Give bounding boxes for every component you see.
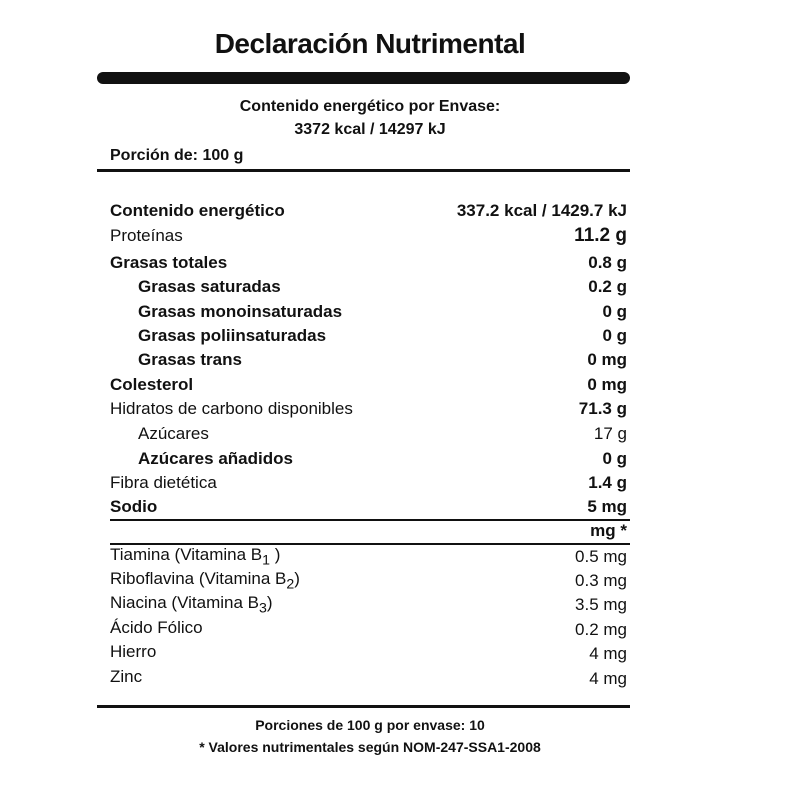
nutrient-value: 0.8 g	[588, 253, 627, 272]
nutrient-row-protein	[110, 224, 627, 248]
vitamin-row-thiamine	[110, 545, 627, 569]
vitamin-row-riboflavin	[110, 569, 627, 593]
nutrient-value: 0 mg	[587, 375, 627, 394]
nutrient-label: Grasas poliinsaturadas	[138, 326, 327, 345]
energy-per-package-label: Contenido energético por Envase:	[239, 98, 501, 115]
nutrient-value: 11.2 g	[574, 225, 627, 246]
nutrient-row-sugars	[110, 422, 627, 446]
nutrient-label: Proteínas	[110, 226, 183, 245]
servings-per-package: Porciones de 100 g por envase: 10	[255, 717, 485, 733]
portion-size: Porción de: 100 g	[110, 147, 244, 164]
vitamin-value: 4 mg	[589, 644, 627, 663]
vitamin-label: Ácido Fólico	[110, 618, 203, 638]
vitamin-label: Zinc	[110, 667, 143, 687]
divider	[97, 705, 630, 708]
nutrient-label: Fibra dietética	[110, 473, 217, 492]
nutrient-row-sodium	[110, 495, 627, 519]
vitamin-row-niacin	[110, 593, 627, 617]
vitamin-label: Hierro	[110, 642, 157, 662]
nutrient-value: 0 g	[602, 449, 627, 468]
energy-per-package-value: 3372 kcal / 14297 kJ	[294, 121, 446, 138]
vitamins-unit-label: mg *	[590, 521, 627, 540]
nutrient-value: 71.3 g	[578, 399, 627, 418]
nutrient-row-total-fat	[110, 251, 627, 275]
page-title: Declaración Nutrimental	[214, 28, 526, 59]
nutrient-value: 0 mg	[587, 350, 627, 369]
vitamin-value: 0.3 mg	[575, 571, 627, 590]
nutrient-label: Azúcares	[138, 424, 209, 443]
nutrient-row-carbohydrates	[110, 397, 627, 421]
footnote: * Valores nutrimentales según NOM-247-SSA1-2008	[199, 739, 541, 755]
nutrient-label: Grasas monoinsaturadas	[138, 302, 343, 321]
top-thick-divider	[97, 72, 630, 84]
vitamin-value: 4 mg	[589, 669, 627, 688]
nutrient-label: Grasas trans	[138, 350, 242, 369]
nutrient-label: Grasas saturadas	[138, 277, 281, 296]
nutrient-row-energy	[110, 199, 627, 223]
vitamins-unit-header	[110, 519, 627, 543]
vitamin-value: 0.2 mg	[575, 620, 627, 639]
nutrient-label: Contenido energético	[110, 201, 285, 220]
nutrient-value: 0.2 g	[588, 277, 627, 296]
vitamin-label: Tiamina (Vitamina $B_1$ )	[110, 545, 281, 569]
nutrient-row-cholesterol	[110, 373, 627, 397]
vitamin-value: 0.5 mg	[575, 547, 627, 566]
nutrient-row-fiber	[110, 471, 627, 495]
nutrient-value: 0 g	[602, 326, 627, 345]
nutrient-value: 337.2 kcal / 1429.7 kJ	[456, 201, 627, 220]
vitamin-label: Riboflavina (Vitamina $B_2$)	[110, 569, 300, 593]
nutrient-row-saturated-fat	[110, 275, 627, 299]
nutrient-value: 17 g	[593, 424, 627, 443]
nutrient-value: 5 mg	[587, 497, 627, 516]
nutrient-label: Grasas totales	[110, 253, 228, 272]
divider	[97, 169, 630, 172]
vitamin-label: Niacina (Vitamina $B_3$)	[110, 593, 273, 617]
vitamin-row-iron	[110, 642, 627, 666]
nutrient-row-trans-fat	[110, 348, 627, 372]
vitamin-row-folic-acid	[110, 618, 627, 642]
nutrient-label: Sodio	[110, 497, 158, 516]
nutrient-value: 0 g	[602, 302, 627, 321]
nutrient-row-polyunsaturated-fat	[110, 324, 627, 348]
nutrient-row-monounsaturated-fat	[110, 300, 627, 324]
nutrient-row-added-sugars	[110, 447, 627, 471]
nutrient-label: Azúcares añadidos	[138, 449, 293, 468]
vitamin-row-zinc	[110, 667, 627, 691]
nutrient-label: Colesterol	[110, 375, 194, 394]
nutrient-label: Hidratos de carbono disponibles	[110, 399, 353, 418]
nutrient-value: 1.4 g	[588, 473, 627, 492]
vitamin-value: 3.5 mg	[575, 595, 627, 614]
